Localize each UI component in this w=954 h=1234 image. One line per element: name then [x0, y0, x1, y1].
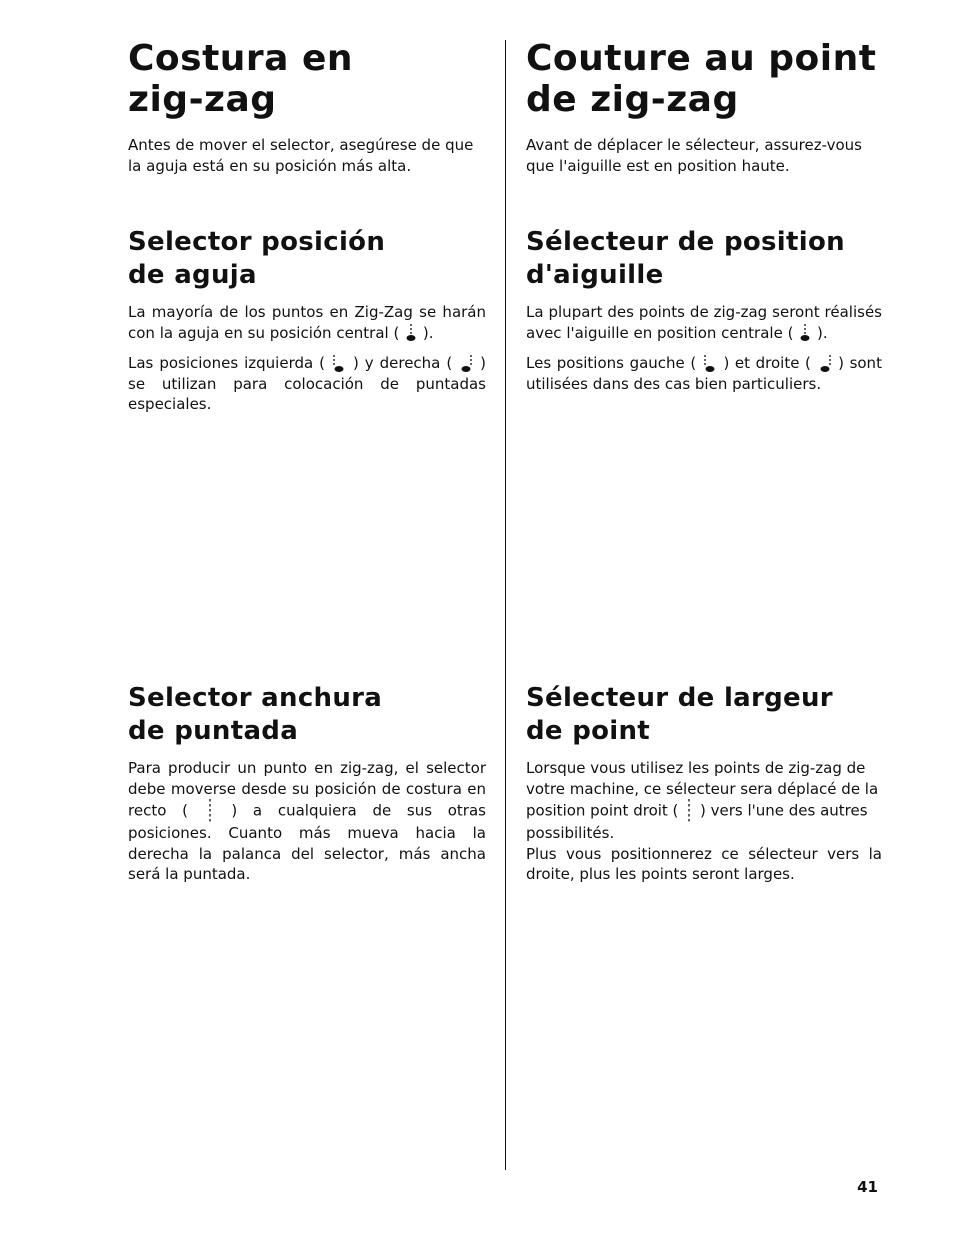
text-run: ) a cualquiera de sus otras posiciones. Cuanto más mueva hacia la derecha la palanca del selector, más ancha será la puntada.	[128, 801, 486, 883]
text-run: Lorsque vous utilisez les points de zig-zag de votre machine, ce sélecteur sera déplacé de la position point droit (	[526, 759, 879, 820]
spanish-needle-paragraph-1	[128, 302, 486, 343]
straight-stitch-icon	[683, 799, 695, 823]
needle-right-icon	[458, 355, 474, 373]
needle-left-icon	[702, 355, 718, 373]
text-run: ) et droite (	[723, 354, 811, 372]
spanish-needle-paragraph-2	[128, 353, 486, 415]
spanish-needle-section	[128, 226, 486, 415]
spanish-width-paragraph	[128, 758, 486, 885]
text-run: ) se utilizan para colocación de puntadas especiales.	[128, 354, 486, 413]
french-width-paragraph-2: Plus vous positionnerez ce sélecteur vers la droite, plus les points seront larges.	[526, 844, 882, 883]
text-run: ) y derecha (	[352, 354, 453, 372]
french-width-heading-line2: de point	[526, 716, 651, 746]
text-run: ).	[816, 323, 828, 342]
text-run: Las posiciones izquierda (	[128, 354, 326, 372]
spanish-needle-heading-line1: Selector posición	[128, 227, 386, 257]
spanish-width-section	[128, 682, 486, 885]
column-divider	[505, 40, 506, 1170]
needle-right-icon	[817, 355, 833, 373]
french-width-section	[526, 682, 882, 885]
spanish-width-heading	[128, 682, 486, 748]
text-run: ).	[422, 323, 434, 342]
french-needle-heading	[526, 226, 882, 292]
french-width-heading	[526, 682, 882, 748]
spanish-needle-heading-line2: de aguja	[128, 260, 257, 290]
french-width-paragraph-1	[526, 758, 882, 844]
needle-center-icon	[404, 324, 418, 342]
spanish-width-heading-line2: de puntada	[128, 716, 299, 746]
french-title-line1: Couture au point	[526, 38, 877, 79]
french-title	[526, 38, 882, 120]
french-width-heading-line1: Sélecteur de largeur	[526, 683, 833, 713]
text-run: Para producir un punto en zig-zag, el selector debe moverse desde su posición de costura en recto (	[128, 759, 486, 820]
text-run: La plupart des points de zig-zag seront réalisés avec l'aiguille en position centrale (	[526, 303, 882, 342]
french-title-line2: de zig-zag	[526, 79, 739, 120]
text-run: La mayoría de los puntos en Zig-Zag se harán con la aguja en su posición central (	[128, 303, 486, 342]
page-number: 41	[857, 1178, 878, 1196]
french-column	[526, 38, 882, 883]
spanish-title-line1: Costura en	[128, 38, 354, 79]
spanish-needle-heading	[128, 226, 486, 292]
french-needle-paragraph-1	[526, 302, 882, 343]
french-intro: Avant de déplacer le sélecteur, assurez-vous que l'aiguille est en position haute.	[526, 136, 862, 175]
spanish-title	[128, 38, 486, 120]
needle-left-icon	[331, 355, 347, 373]
french-needle-heading-line1: Sélecteur de position	[526, 227, 845, 257]
french-needle-section	[526, 226, 882, 394]
text-run: Les positions gauche (	[526, 354, 697, 372]
needle-center-icon	[798, 324, 812, 342]
spanish-width-heading-line1: Selector anchura	[128, 683, 383, 713]
spanish-title-line2: zig-zag	[128, 79, 277, 120]
text-run: ) sont utilisées dans des cas bien particuliers.	[526, 354, 882, 393]
french-needle-heading-line2: d'aiguille	[526, 260, 664, 290]
straight-stitch-icon	[204, 799, 216, 823]
text-run: ) vers l'une des autres possibilités.	[526, 801, 868, 842]
spanish-column	[128, 38, 486, 883]
french-needle-paragraph-2	[526, 353, 882, 394]
spanish-intro: Antes de mover el selector, asegúrese de que la aguja está en su posición más alta.	[128, 136, 474, 175]
